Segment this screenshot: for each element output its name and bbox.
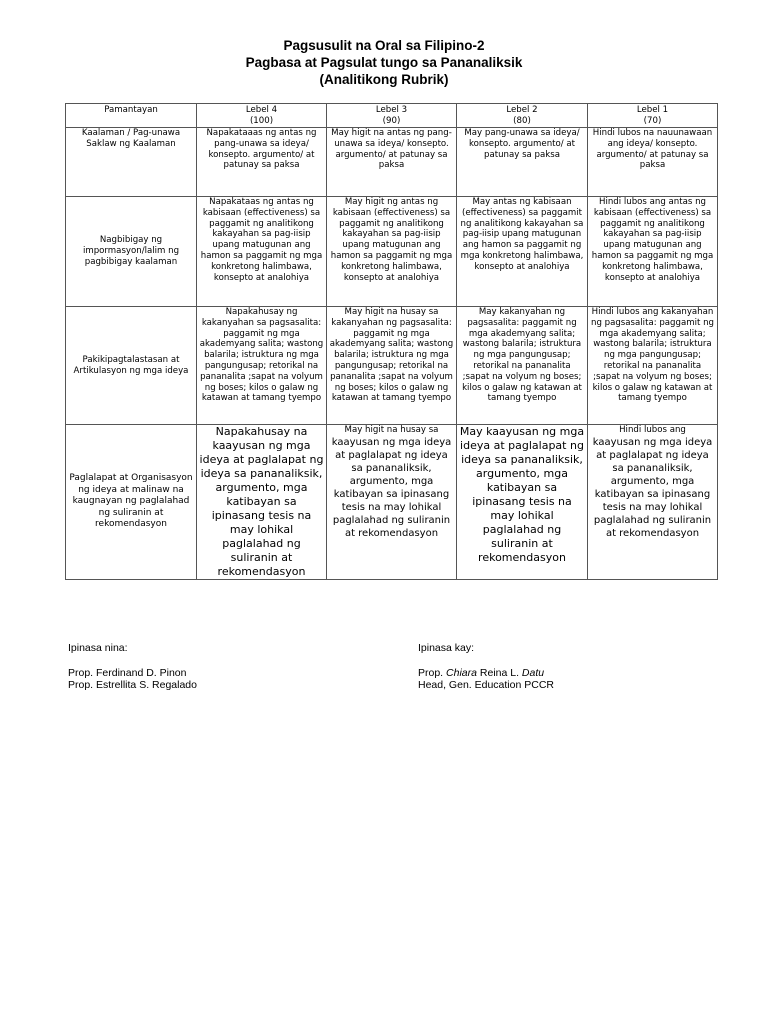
lebel-1-cell: Hindi lubos ang kaayusan ng mga ideya at paglalapat ng ideya sa pananaliksik, argumento, mga katibayan sa ipinasang tesis na may lohikal paglalahad ng suliranin at rekomendasyon [588,425,718,580]
lebel-1-cell: Hindi lubos ang antas ng kabisaan (effectiveness) sa paggamit ng analitikong kakayahan sa pag-iisip upang matugunan ang hamon sa paggamit ng mga konkretong halimbawa, konsepto at analohiya [588,197,718,307]
rubric-row-pakikipagtalastasan [66,307,718,425]
criterion-cell: Nagbibigay ng impormasyon/lalim ng pagbibigay kaalaman [66,197,197,307]
header-lebel-2: Lebel 2 (80) [457,104,588,128]
lebel-4-cell: Napakataaas ng antas ng pang-unawa sa ideya/ konsepto. argumento/ at patunay sa paksa [197,128,327,197]
criterion-cell: Kaalaman / Pag-unawa Saklaw ng Kaalaman [66,128,197,197]
lebel-3-cell: May higit na antas ng pang-unawa sa ideya/ konsepto. argumento/ at patunay sa paksa [327,128,457,197]
header-row [66,104,718,128]
lebel-2-cell: May pang-unawa sa ideya/ konsepto. argumento/ at patunay sa paksa [457,128,588,197]
submitted-by-block [68,642,197,692]
title-line-1: Pagsusulit na Oral sa Filipino-2 [283,38,485,53]
criterion-cell: Pakikipagtalastasan at Artikulasyon ng mga ideya [66,307,197,425]
rubric-table [65,103,718,580]
rubric-row-kaalaman [66,128,718,197]
header-lebel-4: Lebel 4 (100) [197,104,327,128]
header-lebel-3: Lebel 3 (90) [327,104,457,128]
title-line-2: Pagbasa at Pagsulat tungo sa Pananaliksik [245,55,523,70]
submitted-by-label: Ipinasa nina: [68,642,128,654]
lebel-4-cell: Napakahusay ng kakanyahan sa pagsasalita: paggamit ng mga akademyang salita; wastong balarila; istruktura ng mga pangungusap; retorikal na pananalita ;sapat na volyum ng boses; kilos o galaw ng katawan at tamang tyempo [197,307,327,425]
header-pamantayan: Pamantayan [66,104,197,128]
lebel-3-cell: May higit na husay sa kakanyahan ng pagsasalita: paggamit ng mga akademyang salita; wastong balarila; istruktura ng mga pangungusap; retorikal na pananalita ;sapat na volyum ng boses; kilos o galaw ng katawan at tamang tyempo [327,307,457,425]
criterion-cell: Paglalapat at Organisasyon ng ideya at malinaw na kaugnayan ng paglalahad ng suliranin at rekomendasyon [66,425,197,580]
lebel-2-cell: May kaayusan ng mga ideya at paglalapat ng ideya sa pananaliksik, argumento, mga katibayan sa ipinasang tesis na may lohikal paglalahad ng suliranin at rekomendasyon [457,425,588,580]
lebel-2-cell: May kakanyahan ng pagsasalita: paggamit ng mga akademyang salita; wastong balarila; istruktura ng mga pangungusap; retorikal na pananalita ;sapat na volyum ng boses; kilos o galaw ng katawan at tamang tyempo [457,307,588,425]
recipient-name: Prop. Chiara Reina L. Datu [418,666,545,679]
submitter-name: Prop. Estrellita S. Regalado [68,679,197,691]
lebel-2-cell: May antas ng kabisaan (effectiveness) sa paggamit ng analitikong kakayahan sa pag-iisip upang matugunan ang hamon sa paggamit ng mga konkretong halimbawa, konsepto at analohiya [457,197,588,307]
lebel-3-cell: May higit na husay sa kaayusan ng mga ideya at paglalapat ng ideya sa pananaliksik, argumento, mga katibayan sa ipinasang tesis na may lohikal paglalahad ng suliranin at rekomendasyon [327,425,457,580]
submitter-name: Prop. Ferdinand D. Pinon [68,666,187,679]
lebel-4-cell: Napakataas ng antas ng kabisaan (effectiveness) sa paggamit ng analitikong kakayahan sa pag-iisip upang matugunan ang hamon sa paggamit ng mga konkretong halimbawa, konsepto at analohiya [197,197,327,307]
recipient-title: Head, Gen. Education PCCR [418,679,554,691]
rubric-row-paglalapat [66,425,718,580]
document-header [0,37,768,88]
lebel-3-cell: May higit ng antas ng kabisaan (effectiveness) sa paggamit ng analitikong kakayahan sa pag-iisip upang matugunan ang hamon sa paggamit ng mga konkretong halimbawa, konsepto at analohiya [327,197,457,307]
lebel-1-cell: Hindi lubos na nauunawaan ang ideya/ konsepto. argumento/ at patunay sa paksa [588,128,718,197]
lebel-1-cell: Hindi lubos ang kakanyahan ng pagsasalita: paggamit ng mga akademyang salita; wastong balarila; istruktura ng mga pangungusap; retorikal na pananalita ;sapat na volyum ng boses; kilos o galaw ng katawan at tamang tyempo [588,307,718,425]
header-lebel-1: Lebel 1 (70) [588,104,718,128]
submitted-to-label: Ipinasa kay: [418,642,475,654]
title-line-3: (Analitikong Rubrik) [319,72,449,87]
submitted-to-block [418,642,554,692]
rubric-row-impormasyon [66,197,718,307]
lebel-4-cell: Napakahusay na kaayusan ng mga ideya at paglalapat ng ideya sa pananaliksik, argumento, mga katibayan sa ipinasang tesis na may lohikal paglalahad ng suliranin at rekomendasyon [197,425,327,580]
